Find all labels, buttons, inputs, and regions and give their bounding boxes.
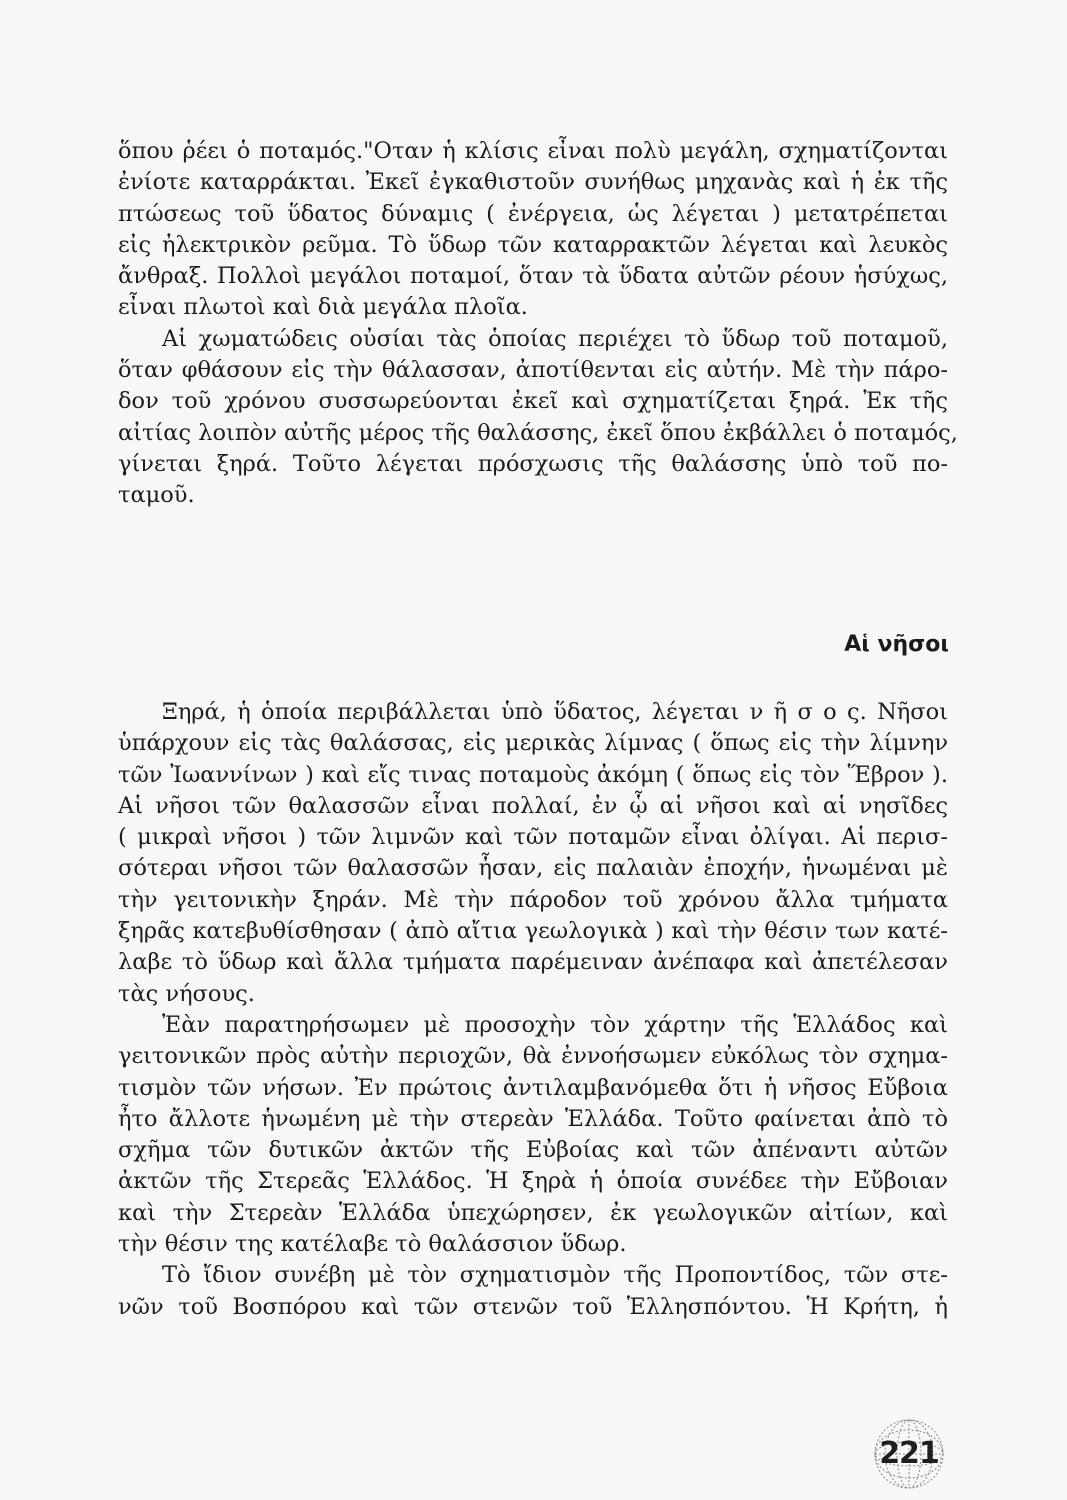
text-line: Ξηρά, ἡ ὁποία περιβάλλεται ὑπὸ ὕδατος, λέγεται ν ῆ σ ο ς. Νῆσοι — [162, 699, 948, 725]
text-line: τὴν θέσιν της κατέλαβε τὸ θαλάσσιον ὕδωρ. — [118, 1231, 627, 1258]
text-line: δον τοῦ χρόνου συσσωρεύονται ἐκεῖ καὶ σχηματίζεται ξηρά. Ἐκ τῆς — [118, 388, 948, 415]
text-line: ταμοῦ. — [118, 482, 195, 509]
text-line: Αἱ νῆσοι τῶν θαλασσῶν εἶναι πολλαί, ἐν ᾧ αἱ νῆσοι καὶ αἱ νησῖδες — [118, 792, 948, 819]
text-line: ξηρᾶς κατεβυθίσθησαν ( ἀπὸ αἴτια γεωλογικὰ ) καὶ τὴν θέσιν των κατέ- — [118, 918, 948, 945]
paragraph-block-islands — [118, 697, 948, 1323]
text-line: Αἱ χωματώδεις οὐσίαι τὰς ὁποίας περιέχει τὸ ὕδωρ τοῦ ποταμοῦ, — [162, 325, 948, 352]
text-line: αἰτίας λοιπὸν αὐτῆς μέρος τῆς θαλάσσης, ἐκεῖ ὅπου ἐκβάλλει ὁ ποταμός, — [118, 419, 958, 446]
text-line: τὰς νήσους. — [118, 980, 255, 1007]
text-line: ὅταν φθάσουν εἰς τὴν θάλασσαν, ἀποτίθενται εἰς αὐτήν. Μὲ τὴν πάρο- — [118, 357, 948, 384]
text-line: τὴν γειτονικὴν ξηράν. Μὲ τὴν πάροδον τοῦ χρόνου ἄλλα τμήματα — [118, 886, 948, 913]
text-line: καὶ τὴν Στερεὰν Ἑλλάδα ὑπεχώρησεν, ἐκ γεωλογικῶν αἰτίων, καὶ — [118, 1199, 948, 1226]
text-line: ἐνίοτε καταρράκται. Ἐκεῖ ἐγκαθιστοῦν συνήθως μηχανὰς καὶ ἡ ἐκ τῆς — [118, 169, 948, 196]
text-line: εἰς ἠλεκτρικὸν ρεῦμα. Τὸ ὕδωρ τῶν καταρρακτῶν λέγεται καὶ λευκὸς — [118, 231, 948, 258]
text-line: ὑπάρχουν εἰς τὰς θαλάσσας, εἰς μερικὰς λίμνας ( ὅπως εἰς τὴν λίμνην — [118, 730, 948, 757]
text-line: σχῆμα τῶν δυτικῶν ἀκτῶν τῆς Εὐβοίας καὶ τῶν ἀπέναντι αὐτῶν — [118, 1137, 948, 1164]
text-line: Ἐὰν παρατηρήσωμεν μὲ προσοχὴν τὸν χάρτην τῆς Ἑλλάδος καὶ — [162, 1011, 948, 1038]
section-heading: Αἱ νῆσοι — [844, 632, 949, 657]
text-line: ( μικραὶ νῆσοι ) τῶν λιμνῶν καὶ τῶν ποταμῶν εἶναι ὀλίγαι. Αἱ περισ- — [118, 824, 948, 851]
text-line: τῶν Ἰωαννίνων ) καὶ εἴς τινας ποταμοὺς ἀκόμη ( ὅπως εἰς τὸν Ἕβρον ). — [118, 761, 948, 788]
text-line: νῶν τοῦ Βοσπόρου καὶ τῶν στενῶν τοῦ Ἑλλησπόντου. Ἡ Κρήτη, ἡ — [118, 1293, 948, 1320]
text-line: πτώσεως τοῦ ὕδατος δύναμις ( ἐνέργεια, ὡς λέγεται ) μετατρέπεται — [118, 200, 948, 227]
text-line: ὅπου ῥέει ὁ ποταμός."Οταν ἡ κλίσις εἶναι πολὺ μεγάλη, σχηματίζονται — [118, 138, 948, 164]
text-line: λαβε τὸ ὕδωρ καὶ ἄλλα τμήματα παρέμειναν ἀνέπαφα καὶ ἀπετέλεσαν — [118, 949, 948, 976]
page-number: 221 — [879, 1436, 939, 1471]
text-line: γίνεται ξηρά. Τοῦτο λέγεται πρόσχωσις τῆς θαλάσσης ὑπὸ τοῦ πο- — [118, 450, 948, 477]
page-number-badge — [866, 1416, 952, 1492]
text-line: ἦτο ἄλλοτε ἡνωμένη μὲ τὴν στερεὰν Ἑλλάδα. Τοῦτο φαίνεται ἀπὸ τὸ — [118, 1105, 948, 1132]
text-line: Τὸ ἴδιον συνέβη μὲ τὸν σχηματισμὸν τῆς Προποντίδος, τῶν στε- — [162, 1262, 948, 1289]
paragraph-block-rivers — [118, 136, 958, 512]
text-line: τισμὸν τῶν νήσων. Ἐν πρώτοις ἀντιλαμβανόμεθα ὅτι ἡ νῆσος Εὔβοια — [118, 1074, 948, 1101]
text-line: ἄνθραξ. Πολλοὶ μεγάλοι ποταμοί, ὅταν τὰ ὕδατα αὐτῶν ρέουν ἡσύχως, — [118, 263, 948, 290]
text-line: γειτονικῶν πρὸς αὐτὴν περιοχῶν, θὰ ἐννοήσωμεν εὐκόλως τὸν σχημα- — [118, 1043, 948, 1070]
text-line: σότεραι νῆσοι τῶν θαλασσῶν ἦσαν, εἰς παλαιὰν ἐποχήν, ἡνωμέναι μὲ — [118, 855, 948, 882]
text-line: ἀκτῶν τῆς Στερεᾶς Ἑλλάδος. Ἡ ξηρὰ ἡ ὁποία συνέδεε τὴν Εὔβοιαν — [118, 1168, 948, 1195]
text-line: εἶναι πλωτοὶ καὶ διὰ μεγάλα πλοῖα. — [118, 294, 528, 321]
